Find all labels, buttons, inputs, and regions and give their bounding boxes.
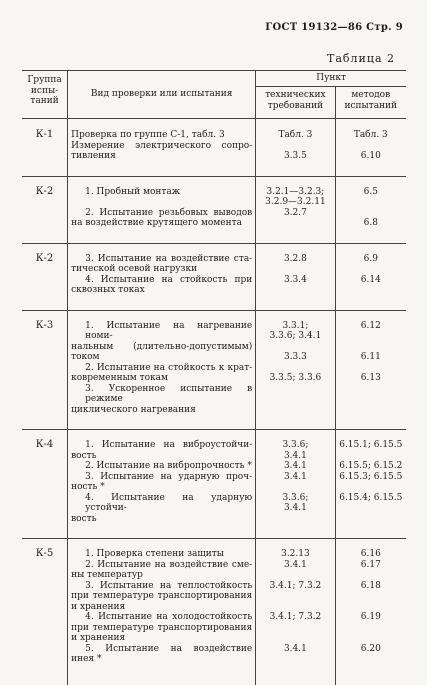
group-code: К-4 (22, 430, 68, 539)
technical-ref: Табл. 3 (278, 130, 313, 140)
method-ref: 6.11 (360, 352, 381, 362)
technical-ref: 3.3.6; (282, 440, 309, 450)
table-row (22, 119, 406, 177)
test-methods (335, 176, 406, 243)
technical-ref (259, 363, 331, 374)
technical-ref (259, 342, 331, 353)
description-line: 4. Испытание на стойкость при (85, 274, 253, 285)
method-ref: 6.13 (360, 373, 381, 383)
col-methods-header: методов испытаний (335, 87, 406, 119)
method-ref: Табл. 3 (353, 130, 388, 140)
col-group-header: Группа испы- таний (22, 71, 68, 119)
description-line: тической осевой нагрузки (71, 264, 198, 274)
col-technical-header: технических требований (256, 87, 335, 119)
method-ref (339, 570, 403, 581)
method-ref (339, 503, 403, 514)
description-line: 1. Испытание на нагревание номи- (85, 320, 253, 341)
technical-requirements (256, 176, 335, 243)
test-description (68, 176, 256, 243)
description-line: на воздействие крутящего момента (71, 218, 242, 228)
description-line: при температуре транспортирования (71, 622, 253, 633)
description-line: током (71, 352, 100, 362)
table-row (22, 430, 406, 539)
test-methods (335, 310, 406, 430)
technical-ref (259, 285, 331, 296)
technical-ref: 3.4.1 (283, 471, 307, 482)
method-ref: 6.15.5; 6.15.2 (339, 461, 403, 471)
method-ref: 6.16 (360, 549, 381, 559)
description-line: ность * (71, 482, 105, 492)
technical-ref: 3.4.1; 7.3.2 (269, 580, 322, 591)
method-ref: 6.17 (360, 559, 381, 570)
method-ref: 6.8 (363, 218, 378, 228)
description-line: 4. Испытание на холодостойкость (85, 612, 253, 622)
group-code: К-3 (22, 310, 68, 430)
technical-ref: 3.3.4 (283, 274, 307, 285)
method-ref (339, 342, 403, 353)
test-description (68, 430, 256, 539)
technical-ref: 3.2.1—3.2.3; (266, 186, 325, 197)
technical-ref: 3.3.1; (282, 320, 309, 331)
technical-ref: 3.4.1 (283, 503, 307, 513)
description-line: 2. Испытание на воздействие сме- (85, 559, 253, 570)
description-line: Проверка по группе С-1, табл. 3 (71, 130, 225, 140)
col-point-header: Пункт (256, 71, 406, 87)
description-line: 2. Испытание резьбовых выводов (85, 207, 253, 218)
test-description (68, 119, 256, 177)
table-body (22, 119, 406, 685)
technical-ref (259, 623, 331, 634)
method-ref (339, 384, 403, 395)
method-ref (339, 197, 403, 208)
table-row (22, 243, 406, 310)
method-ref: 6.18 (360, 580, 381, 591)
description-line: и хранения (71, 633, 126, 643)
technical-requirements (256, 243, 335, 310)
description-line: 1. Пробный монтаж (85, 186, 181, 197)
method-ref (339, 591, 403, 602)
test-description (68, 310, 256, 430)
description-line: вость (71, 450, 97, 461)
method-ref (339, 482, 403, 493)
method-ref (339, 363, 403, 374)
test-methods (335, 119, 406, 177)
test-methods (335, 243, 406, 310)
method-ref (339, 451, 403, 462)
table-row (22, 539, 406, 685)
technical-ref (259, 141, 331, 152)
method-ref: 6.19 (360, 612, 381, 622)
method-ref (339, 633, 403, 644)
method-ref: 6.15.3; 6.15.5 (339, 471, 403, 482)
col-description-header: Вид проверки или испытания (68, 71, 256, 119)
table-title: Таблица 2 (327, 52, 395, 65)
technical-ref: 3.2.7 (283, 207, 307, 218)
technical-ref: 3.3.5 (283, 151, 307, 161)
technical-ref (259, 602, 331, 613)
technical-requirements (256, 430, 335, 539)
method-ref (339, 141, 403, 152)
test-description (68, 539, 256, 685)
technical-requirements (256, 310, 335, 430)
method-ref: 6.10 (360, 151, 381, 161)
page-header: ГОСТ 19132—86 Стр. 9 (265, 22, 403, 33)
method-ref: 6.9 (363, 253, 378, 264)
table-row (22, 310, 406, 430)
technical-ref: 3.3.6; 3.4.1 (269, 331, 322, 341)
technical-ref: 3.3.5; 3.3.6 (269, 373, 322, 383)
method-ref: 6.15.1; 6.15.5 (339, 440, 403, 450)
description-line: циклического нагревания (71, 404, 196, 415)
description-line: тивления (71, 151, 116, 161)
description-line: при температуре транспортирования (71, 591, 253, 601)
method-ref (339, 654, 403, 665)
technical-ref: 3.4.1 (283, 559, 307, 570)
test-methods (335, 430, 406, 539)
description-line: Измерение электрического сопро- (71, 140, 253, 151)
description-line: 2. Испытание на вибропрочность * (85, 461, 252, 471)
technical-ref: 3.4.1 (283, 450, 307, 461)
table-container (22, 70, 406, 685)
group-code: К-1 (22, 119, 68, 177)
test-methods (335, 539, 406, 685)
method-ref: 6.14 (360, 274, 381, 285)
technical-ref: 3.3.3 (283, 352, 307, 362)
technical-ref: 3.2.8 (283, 253, 307, 264)
technical-ref: 3.4.1 (283, 643, 307, 654)
technical-ref (259, 570, 331, 581)
technical-ref (259, 218, 331, 229)
description-line: 3. Испытание на ударную проч- (85, 471, 253, 482)
description-line: ны температур (71, 570, 143, 580)
description-line: 3. Испытание на теплостойкость (85, 580, 253, 591)
method-ref (339, 264, 403, 275)
method-ref (339, 208, 403, 219)
technical-ref: 3.2.13 (281, 549, 310, 559)
description-line: 3. Ускоренное испытание в режиме (85, 383, 253, 404)
method-ref: 6.5 (363, 186, 378, 197)
technical-ref: 3.2.9—3.2.11 (265, 197, 326, 207)
technical-ref (259, 384, 331, 395)
method-ref (339, 285, 403, 296)
test-description (68, 243, 256, 310)
technical-ref (259, 482, 331, 493)
description-line: 1. Проверка степени защиты (85, 549, 224, 559)
technical-ref (259, 264, 331, 275)
technical-ref (259, 591, 331, 602)
method-ref: 6.12 (360, 320, 381, 331)
method-ref: 6.15.4; 6.15.5 (339, 492, 403, 503)
method-ref (339, 331, 403, 342)
group-code: К-2 (22, 243, 68, 310)
technical-ref: 3.4.1 (283, 461, 307, 471)
description-line: ковременным токам (71, 373, 169, 383)
table-row (22, 176, 406, 243)
method-ref: 6.20 (360, 643, 381, 654)
technical-ref: 3.3.6; (282, 492, 309, 503)
description-line: 3. Испытание на воздействие ста- (85, 253, 253, 264)
description-line: нальным (длительно-допустимым) (71, 341, 253, 352)
description-line: вость (71, 513, 97, 524)
description-line (71, 197, 252, 208)
description-line: инея * (71, 654, 102, 664)
method-ref (339, 602, 403, 613)
description-line: 5. Испытание на воздействие (85, 643, 253, 654)
description-line: 1. Испытание на виброустойчи- (85, 440, 253, 450)
description-line: и хранения (71, 601, 126, 612)
technical-ref (259, 633, 331, 644)
technical-requirements (256, 539, 335, 685)
group-code: К-5 (22, 539, 68, 685)
description-line: 4. Испытание на ударную устойчи- (85, 492, 253, 513)
test-table (22, 70, 406, 685)
group-code: К-2 (22, 176, 68, 243)
technical-ref: 3.4.1; 7.3.2 (269, 612, 322, 622)
method-ref (339, 623, 403, 634)
description-line: сквозных токах (71, 285, 145, 295)
technical-ref (259, 654, 331, 665)
description-line: 2. Испытание на стойкость к крат- (85, 362, 253, 373)
technical-requirements (256, 119, 335, 177)
